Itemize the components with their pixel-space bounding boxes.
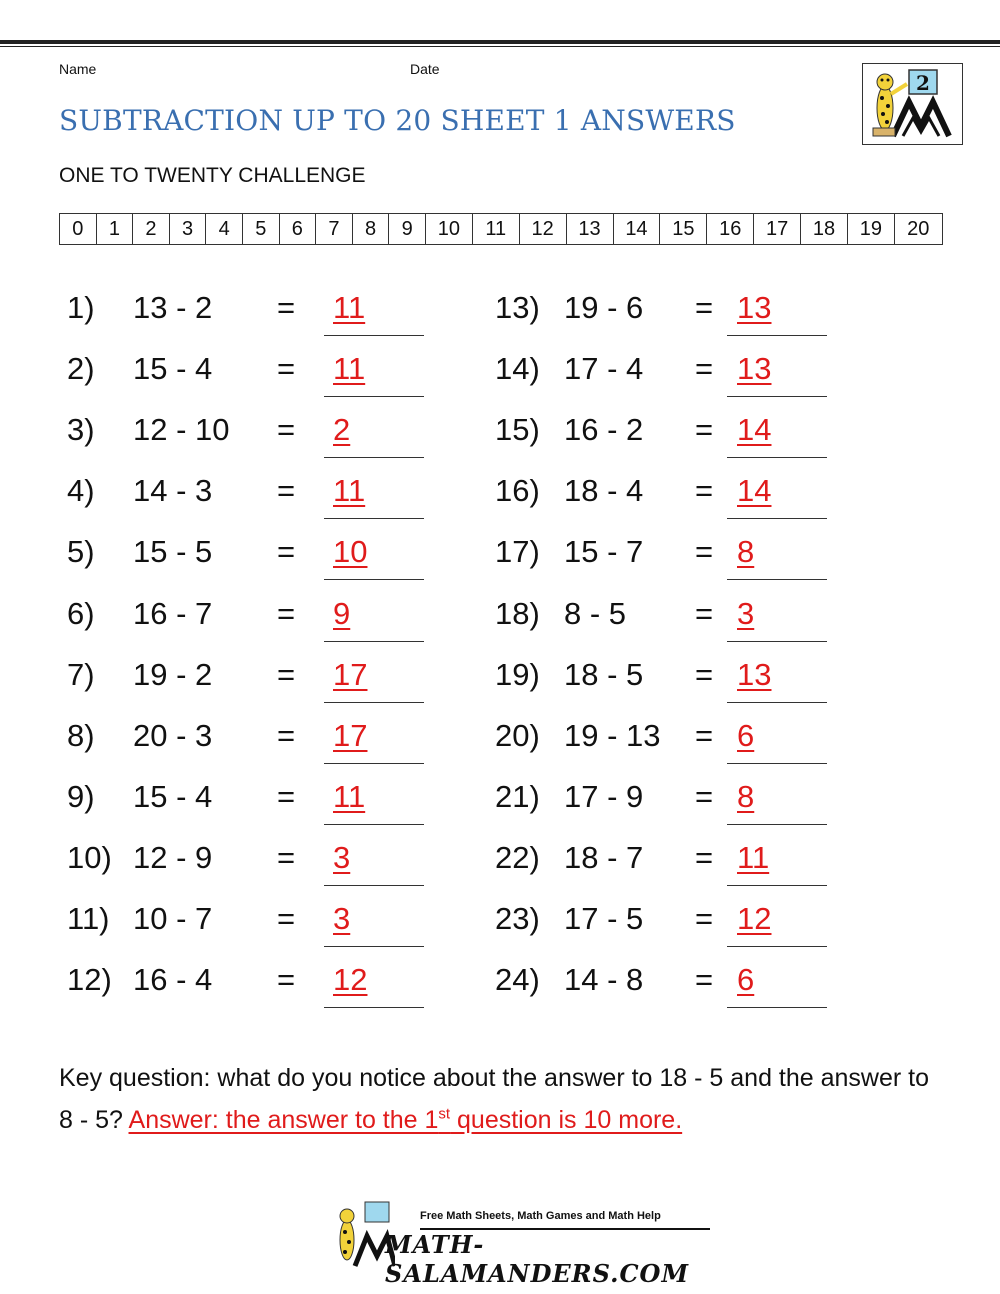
problem-expression: 17 - 9 (564, 778, 644, 814)
top-rule (0, 40, 1000, 44)
problem-row (67, 840, 427, 901)
problem-row (67, 412, 427, 473)
problem-number: 22) (495, 839, 540, 875)
problem-expression: 16 - 2 (564, 412, 644, 448)
equals-sign: = (277, 962, 296, 998)
page-title: SUBTRACTION UP TO 20 SHEET 1 ANSWERS (59, 104, 736, 137)
problem-number: 24) (495, 962, 540, 998)
number-line-cell: 1 (97, 214, 134, 244)
equals-sign: = (277, 351, 296, 387)
problem-row (67, 657, 427, 718)
problem-answer: 14 (737, 412, 772, 448)
footer-brand (325, 1200, 715, 1288)
equals-sign: = (695, 351, 714, 387)
equals-sign: = (695, 412, 714, 448)
problem-answer: 2 (333, 412, 351, 448)
number-line-cell: 19 (848, 214, 895, 244)
problem-expression: 16 - 4 (133, 962, 213, 998)
problem-row (67, 473, 427, 534)
equals-sign: = (277, 717, 296, 753)
footer-tagline: Free Math Sheets, Math Games and Math Help (420, 1210, 661, 1222)
equals-sign: = (277, 901, 296, 936)
answer-line (324, 702, 424, 703)
equals-sign: = (277, 839, 296, 875)
number-line-cell: 12 (520, 214, 567, 244)
answer-line (324, 518, 424, 519)
problem-row (67, 290, 427, 351)
problem-answer: 13 (737, 656, 772, 692)
answer-line (727, 396, 827, 397)
problem-answer: 12 (737, 901, 772, 936)
answer-line (727, 885, 827, 886)
problem-number: 3) (67, 412, 95, 448)
problem-row (495, 657, 855, 718)
answer-line (727, 946, 827, 947)
problem-row (495, 351, 855, 412)
problem-number: 9) (67, 778, 95, 814)
number-line-cell: 13 (567, 214, 614, 244)
answer-line (727, 824, 827, 825)
problem-expression: 15 - 4 (133, 778, 213, 814)
key-question (59, 1057, 939, 1141)
logo-digit: 2 (916, 71, 930, 95)
equals-sign: = (695, 656, 714, 692)
problem-expression: 12 - 9 (133, 839, 213, 875)
problem-answer: 13 (737, 351, 772, 387)
answer-line (727, 518, 827, 519)
problem-answer: 8 (737, 534, 755, 570)
top-rule-thin (0, 46, 1000, 47)
problem-number: 12) (67, 962, 112, 998)
problem-answer: 8 (737, 778, 755, 814)
salamander-logo-icon (863, 64, 962, 144)
answer-line (727, 702, 827, 703)
answer-line (324, 824, 424, 825)
name-label: Name (59, 61, 97, 77)
answer-line (727, 1007, 827, 1008)
problem-row (495, 901, 855, 962)
problem-expression: 19 - 2 (133, 656, 213, 692)
problem-number: 5) (67, 534, 95, 570)
date-label: Date (410, 61, 440, 77)
problem-expression: 15 - 4 (133, 351, 213, 387)
problem-number: 19) (495, 656, 540, 692)
number-line-cell: 0 (60, 214, 97, 244)
problem-row (495, 290, 855, 351)
problem-row (67, 779, 427, 840)
equals-sign: = (695, 839, 714, 875)
number-line-cell: 16 (707, 214, 754, 244)
problem-number: 17) (495, 534, 540, 570)
equals-sign: = (277, 778, 296, 814)
problem-number: 1) (67, 290, 95, 325)
equals-sign: = (277, 473, 296, 509)
problem-number: 10) (67, 839, 112, 875)
equals-sign: = (695, 595, 714, 631)
problem-expression: 20 - 3 (133, 717, 213, 753)
problem-row (67, 534, 427, 595)
problem-number: 14) (495, 351, 540, 387)
footer-brand-text: MATH-SALAMANDERS.COM (385, 1230, 690, 1288)
problem-expression: 15 - 5 (133, 534, 213, 570)
answer-line (324, 1007, 424, 1008)
problem-answer: 13 (737, 290, 772, 325)
key-question-text: Key question: what do you notice about the answer to 18 - 5 and the answer to 8 - 5? (59, 1064, 930, 1134)
problem-expression: 13 - 2 (133, 290, 213, 325)
key-answer (129, 1106, 683, 1134)
number-line-cell: 2 (133, 214, 170, 244)
problem-answer: 3 (737, 595, 755, 631)
problem-answer: 9 (333, 595, 351, 631)
answer-line (324, 641, 424, 642)
problem-expression: 18 - 5 (564, 656, 644, 692)
problem-answer: 6 (737, 717, 755, 753)
problem-expression: 14 - 3 (133, 473, 213, 509)
problem-answer: 10 (333, 534, 368, 570)
problem-number: 7) (67, 656, 95, 692)
problem-number: 4) (67, 473, 95, 509)
answer-line (727, 763, 827, 764)
equals-sign: = (277, 656, 296, 692)
key-answer-sup: st (438, 1105, 451, 1123)
equals-sign: = (277, 534, 296, 570)
equals-sign: = (695, 778, 714, 814)
problem-answer: 3 (333, 839, 351, 875)
page-subtitle: ONE TO TWENTY CHALLENGE (59, 164, 366, 187)
problem-answer: 11 (333, 351, 366, 387)
problem-row (495, 779, 855, 840)
answer-line (324, 763, 424, 764)
problem-expression: 17 - 4 (564, 351, 644, 387)
number-line-cell: 7 (316, 214, 353, 244)
answer-line (324, 335, 424, 336)
problem-answer: 6 (737, 962, 755, 998)
number-line-cell: 17 (754, 214, 801, 244)
equals-sign: = (277, 595, 296, 631)
problem-expression: 19 - 13 (564, 717, 661, 753)
equals-sign: = (695, 473, 714, 509)
problem-number: 6) (67, 595, 95, 631)
number-line-cell: 10 (426, 214, 473, 244)
equals-sign: = (695, 901, 714, 936)
problem-number: 2) (67, 351, 95, 387)
answer-line (727, 457, 827, 458)
problem-row (67, 596, 427, 657)
problem-answer: 3 (333, 901, 351, 936)
problem-number: 20) (495, 717, 540, 753)
equals-sign: = (695, 534, 714, 570)
number-line-cell: 3 (170, 214, 207, 244)
answer-line (324, 946, 424, 947)
equals-sign: = (695, 717, 714, 753)
problem-number: 11) (67, 901, 110, 936)
equals-sign: = (695, 290, 714, 325)
problem-row (67, 718, 427, 779)
problem-answer: 17 (333, 656, 368, 692)
answer-line (324, 457, 424, 458)
problem-expression: 12 - 10 (133, 412, 230, 448)
problem-row (495, 718, 855, 779)
problem-row (67, 901, 427, 962)
problem-row (67, 351, 427, 412)
problem-number: 18) (495, 595, 540, 631)
problem-answer: 11 (333, 473, 366, 509)
problem-answer: 12 (333, 962, 368, 998)
number-line-cell: 9 (389, 214, 426, 244)
answer-line (727, 579, 827, 580)
number-line-cell: 6 (280, 214, 317, 244)
number-line-cell: 5 (243, 214, 280, 244)
number-line-cell: 18 (801, 214, 848, 244)
problem-row (495, 596, 855, 657)
problem-expression: 14 - 8 (564, 962, 644, 998)
number-line-cell: 4 (206, 214, 243, 244)
problem-expression: 15 - 7 (564, 534, 644, 570)
answer-line (324, 885, 424, 886)
number-line-cell: 14 (614, 214, 661, 244)
number-line-cell: 20 (907, 217, 930, 240)
problem-expression: 18 - 7 (564, 839, 644, 875)
problem-answer: 11 (333, 290, 366, 325)
problem-expression: 18 - 4 (564, 473, 644, 509)
number-line (59, 213, 943, 245)
problem-row (495, 840, 855, 901)
salamander-logo (862, 63, 963, 145)
problem-row (495, 962, 855, 1023)
problem-answer: 17 (333, 717, 368, 753)
problem-expression: 19 - 6 (564, 290, 644, 325)
key-answer-pre: Answer: the answer to the 1 (128, 1106, 439, 1134)
problem-number: 23) (495, 901, 540, 936)
answer-line (727, 335, 827, 336)
equals-sign: = (277, 290, 296, 325)
key-answer-post: question is 10 more. (450, 1106, 683, 1134)
problem-answer: 11 (333, 778, 366, 814)
answer-line (324, 579, 424, 580)
problem-number: 16) (495, 473, 540, 509)
equals-sign: = (277, 412, 296, 448)
problem-expression: 17 - 5 (564, 901, 644, 936)
number-line-cell: 15 (660, 214, 707, 244)
problem-answer: 11 (737, 839, 770, 875)
problem-number: 13) (495, 290, 540, 325)
answer-line (324, 396, 424, 397)
problem-number: 15) (495, 412, 540, 448)
number-line-cell: 11 (473, 214, 520, 244)
number-line-cell: 8 (353, 214, 390, 244)
problem-row (67, 962, 427, 1023)
answer-line (727, 641, 827, 642)
problem-row (495, 473, 855, 534)
problem-expression: 16 - 7 (133, 595, 213, 631)
problem-answer: 14 (737, 473, 772, 509)
problem-expression: 8 - 5 (564, 595, 627, 631)
problem-row (495, 534, 855, 595)
problem-number: 21) (495, 778, 540, 814)
problem-row (495, 412, 855, 473)
problem-expression: 10 - 7 (133, 901, 213, 936)
problem-number: 8) (67, 717, 95, 753)
equals-sign: = (695, 962, 714, 998)
